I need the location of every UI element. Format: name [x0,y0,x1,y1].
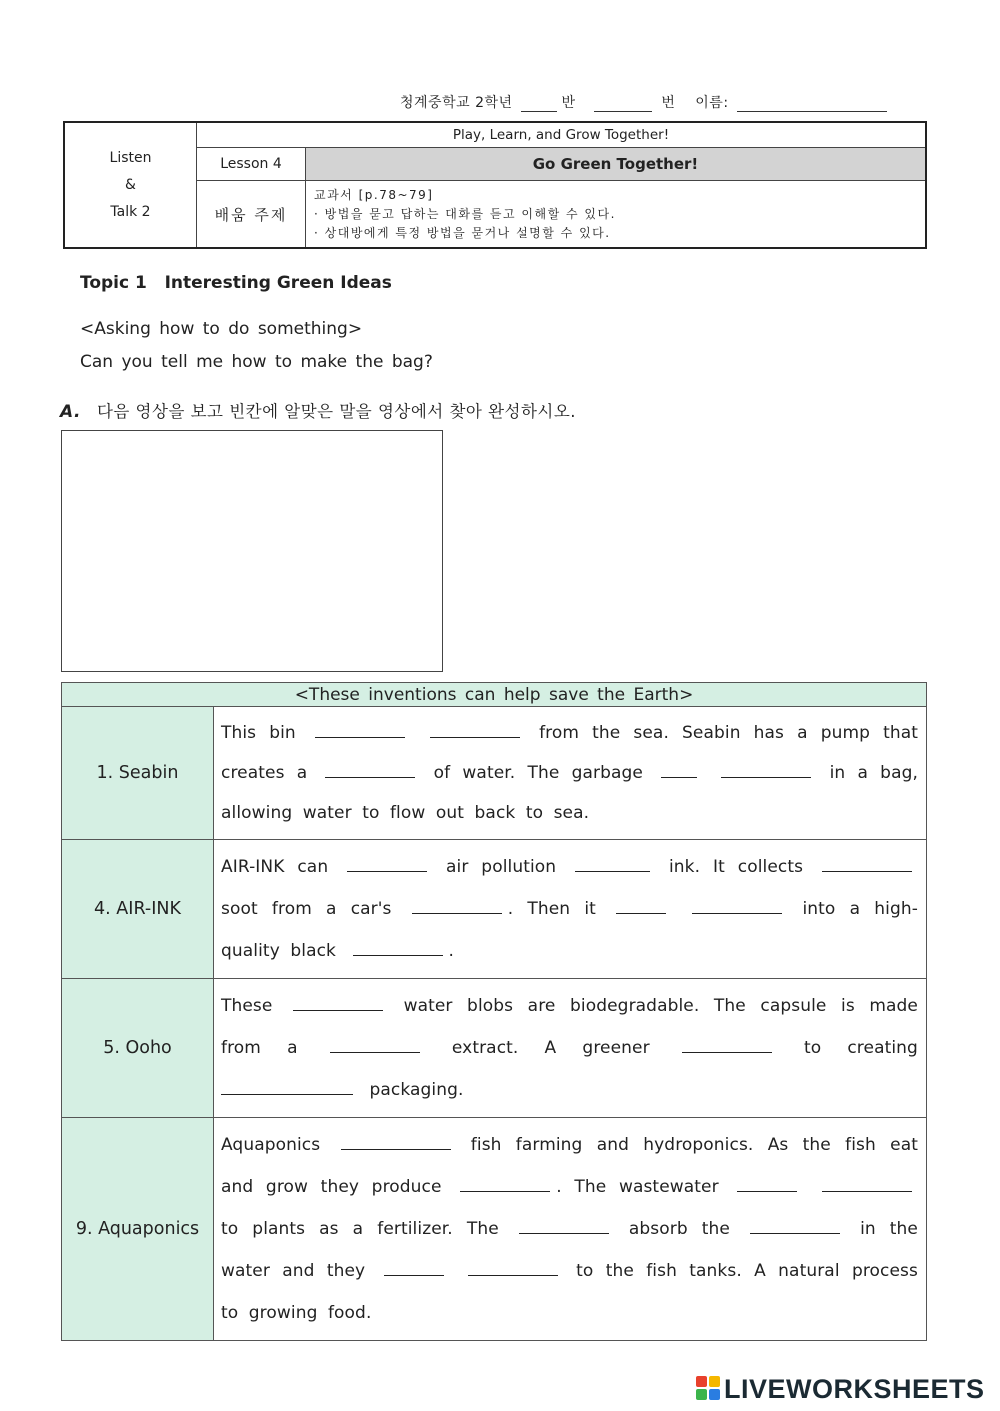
invention-description [214,1118,927,1341]
liveworksheets-brand [696,1374,985,1405]
blank-input[interactable] [692,895,782,914]
blank-input[interactable] [460,1173,550,1192]
text-segment: . [448,941,455,961]
text-segment: ink. It collects [668,857,804,877]
topic-title: Topic 1 Interesting Green Ideas [80,273,392,293]
text-segment: packaging. [369,1080,464,1100]
lesson-title: Go Green Together! [306,148,927,181]
blank-input[interactable] [221,1076,353,1095]
text-segment: to the fish tanks. A natural process to growing food. [221,1261,918,1323]
blank-input[interactable] [293,992,383,1011]
blank-input[interactable] [750,1215,840,1234]
blank-input[interactable] [430,719,520,738]
textbook-ref: 교과서 [p.78~79] [314,187,434,202]
lesson-info-table [63,121,927,249]
logo-square [709,1389,720,1400]
text-segment: air pollution [445,857,557,877]
text-segment: absorb the [628,1219,730,1239]
liveworksheets-logo-icon [696,1376,722,1402]
blank-input[interactable] [347,853,427,872]
table-row [62,1118,927,1341]
invention-name: 5. Ooho [62,979,214,1118]
theme-cell: Play, Learn, and Grow Together! [197,122,927,148]
blank-input[interactable] [468,1257,558,1276]
text-segment: . Then it [507,899,596,919]
objective-2: · 상대방에게 특정 방법을 묻거나 설명할 수 있다. [314,225,611,240]
text-segment: AIR-INK can [221,857,329,877]
blank-input[interactable] [737,1173,797,1192]
blank-input[interactable] [330,1034,420,1053]
section-a-text: 다음 영상을 보고 빈칸에 알맞은 말을 영상에서 찾아 완성하시오. [96,402,577,421]
logo-square [709,1376,720,1387]
blank-input[interactable] [519,1215,609,1234]
table-row [62,979,927,1118]
invention-name: 4. AIR-INK [62,840,214,979]
invention-description [214,840,927,979]
learning-topic-label: 배움 주제 [197,181,306,249]
unit-cell [64,122,197,248]
blank-input[interactable] [721,759,811,778]
school-grade: 청계중학교 2학년 [400,95,513,111]
section-a-mark: A. [60,402,81,422]
blank-input[interactable] [822,1173,912,1192]
inventions-heading: <These inventions can help save the Earth> [62,683,927,707]
text-segment: These [221,996,273,1016]
objective-1: · 방법을 묻고 답하는 대화를 듣고 이해할 수 있다. [314,206,616,221]
text-segment: to creating [803,1038,918,1058]
blank-input[interactable] [315,719,405,738]
blank-input[interactable] [384,1257,444,1276]
blank-input[interactable] [353,937,443,956]
name-blank[interactable] [737,97,887,112]
section-a-instruction [60,398,576,422]
expression-label: <Asking how to do something> [80,319,363,339]
unit-line-2: & [125,176,136,193]
blank-input[interactable] [341,1131,451,1150]
invention-name: 9. Aquaponics [62,1118,214,1341]
blank-input[interactable] [575,853,650,872]
number-label: 번 [661,95,676,111]
number-blank[interactable] [594,97,652,112]
objectives-cell [306,181,927,249]
text-segment: fish farming and hydroponics. As the fish eat and grow they produce [221,1135,918,1197]
blank-input[interactable] [616,895,666,914]
name-label: 이름: [695,95,729,111]
inventions-table [61,682,927,1341]
table-row [62,840,927,979]
table-row [62,707,927,840]
blank-input[interactable] [412,895,502,914]
video-player[interactable] [61,430,443,672]
text-segment: in a bag, allowing water to flow out back to sea. [221,763,918,823]
brand-name: LIVEWORKSHEETS [724,1374,985,1404]
student-info-line [400,92,891,112]
expression-example: Can you tell me how to make the bag? [80,352,433,372]
text-segment: from the sea. Seabin has a pump that creates a [221,723,919,783]
blank-input[interactable] [682,1034,772,1053]
logo-square [696,1389,707,1400]
text-segment: This bin [221,723,296,743]
text-segment: in the water and they [221,1219,918,1281]
class-blank[interactable] [521,97,557,112]
unit-line-1: Listen [109,149,152,166]
invention-name: 1. Seabin [62,707,214,840]
text-segment: . The wastewater [556,1177,719,1197]
text-segment: Aquaponics [221,1135,321,1155]
lesson-number: Lesson 4 [197,148,306,181]
blank-input[interactable] [325,759,415,778]
text-segment: into a high-quality black [221,899,918,961]
text-segment: water blobs are biodegradable. The capsule is made from a [221,996,918,1058]
text-segment: of water. The garbage [433,763,643,783]
blank-input[interactable] [822,853,912,872]
text-segment: to plants as a fertilizer. The [221,1219,499,1239]
class-label: 반 [561,95,576,111]
unit-line-3: Talk 2 [110,203,151,220]
invention-description [214,707,927,840]
logo-square [696,1376,707,1387]
invention-description [214,979,927,1118]
text-segment: soot from a car's [221,899,392,919]
text-segment: extract. A greener [451,1038,650,1058]
blank-input[interactable] [661,759,697,778]
